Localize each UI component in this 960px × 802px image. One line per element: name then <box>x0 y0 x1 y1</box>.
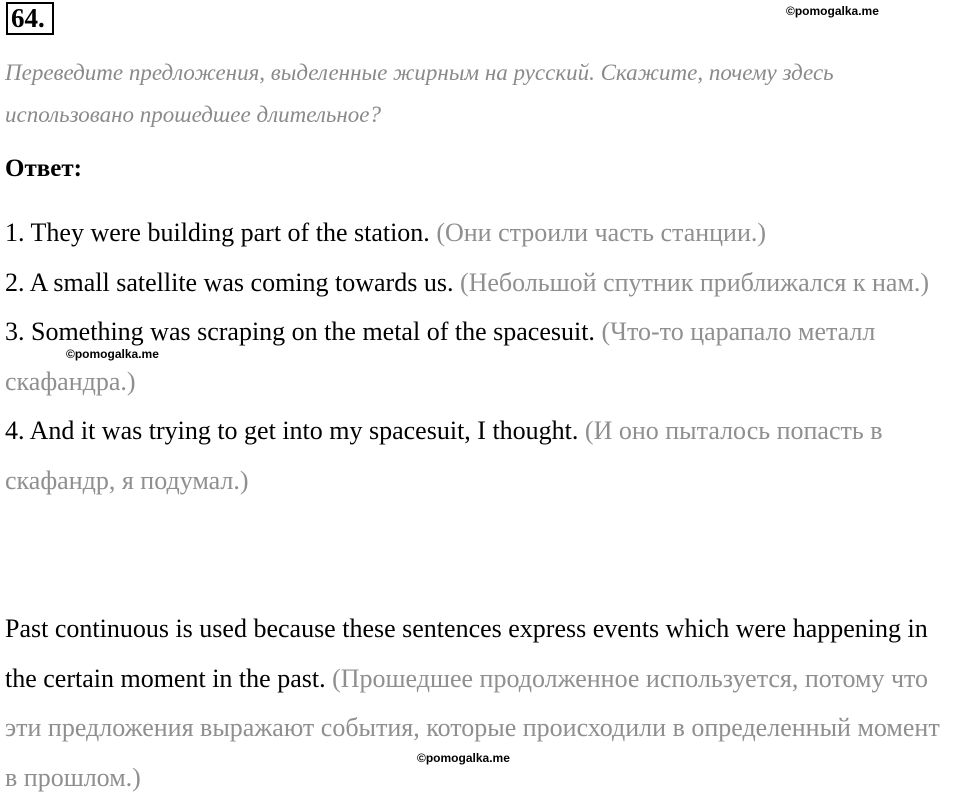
explanation-translation: (Прошедшее продолженное используется, потому что эти предложения выражают события, которые происходили в определенный момент в прошлом.) <box>5 663 940 792</box>
answer-heading: Ответ: <box>5 155 82 182</box>
watermark-middle: ©pomogalka.me <box>66 347 159 361</box>
watermark-bottom: ©pomogalka.me <box>417 751 510 765</box>
sentence-2 <box>5 258 953 308</box>
sentence-1 <box>5 208 953 258</box>
sentence-4-text: 4. And it was trying to get into my spacesuit, I thought. <box>5 416 579 445</box>
sentence-1-text: 1. They were building part of the station. <box>5 218 430 247</box>
explanation-text: Past continuous is used because these sentences express events which were happening in the certain moment in the past. <box>5 614 928 693</box>
sentence-4 <box>5 406 953 505</box>
sentence-3-translation: (Что-то царапало металл скафандра.) <box>5 317 876 396</box>
sentence-2-translation: (Небольшой спутник приближался к нам.) <box>459 267 930 297</box>
sentence-4-translation: (И оно пыталось попасть в скафандр, я подумал.) <box>5 416 883 495</box>
explanation-paragraph <box>5 604 953 802</box>
sentence-2-text: 2. A small satellite was coming towards us. <box>5 267 454 297</box>
task-instruction: Переведите предложения, выделенные жирным на русский. Скажите, почему здесь использовано прошедшее длительное? <box>5 60 834 127</box>
watermark-top: ©pomogalka.me <box>786 4 879 18</box>
sentence-3-text: 3. Something was scraping on the metal of the spacesuit. <box>5 317 595 346</box>
exercise-number: 64. <box>6 2 54 35</box>
sentence-1-translation: (Они строили часть станции.) <box>436 218 767 247</box>
